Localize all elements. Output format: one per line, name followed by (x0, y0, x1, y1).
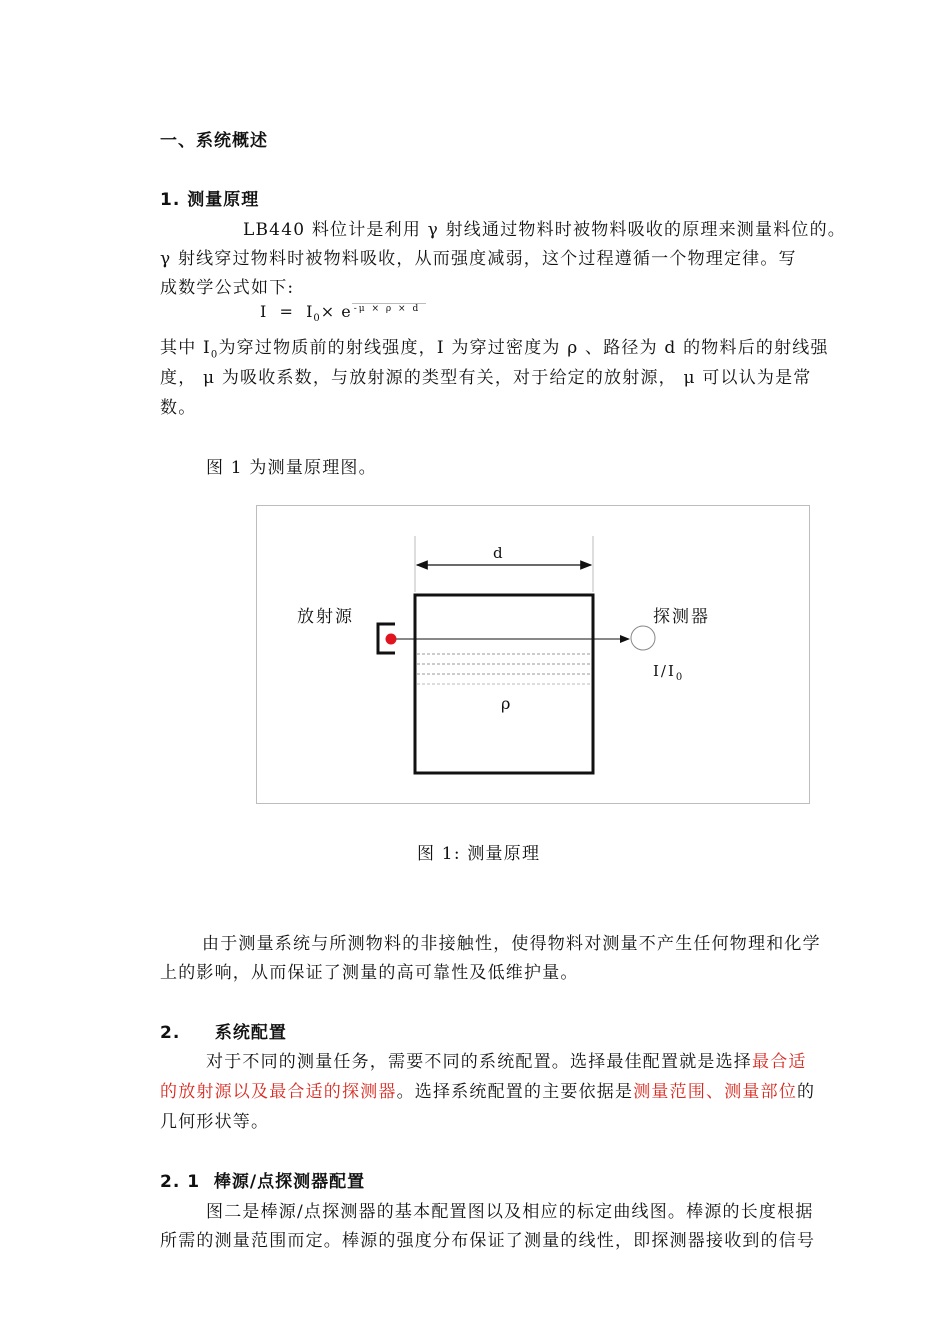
paragraph-line (160, 1077, 815, 1102)
paragraph-line (160, 333, 829, 360)
subsection-title: 1. 测量原理 (160, 190, 260, 210)
paragraph-line: 几何形状等。 (160, 1112, 270, 1132)
density-label: ρ (501, 694, 513, 713)
section-title: 一、系统概述 (160, 131, 268, 151)
paragraph-line: 成数学公式如下: (160, 278, 295, 298)
figure-caption: 图 1: 测量原理 (417, 844, 541, 864)
paragraph-line: 图二是棒源/点探测器的基本配置图以及相应的标定曲线图。棒源的长度根据 (206, 1202, 814, 1222)
text-segment: 为穿过物质前的射线强度，I 为穿过密度为 ρ 、路径为 d 的物料后的射线强 (218, 338, 829, 358)
text-segment: 对于不同的测量任务，需要不同的系统配置。选择最佳配置就是选择 (206, 1052, 752, 1072)
highlight-text: 测量范围、测量部位 (633, 1082, 798, 1102)
formula (260, 302, 426, 324)
intensity-ratio-label (653, 662, 684, 683)
paragraph-line: γ 射线穿过物料时被物料吸收，从而强度减弱，这个过程遵循一个物理定律。写 (160, 249, 797, 269)
source-label: 放射源 (297, 607, 354, 627)
detector-label: 探测器 (653, 607, 710, 627)
text-segment: 其中 I (160, 338, 211, 358)
d-label: d (493, 544, 505, 562)
paragraph-line: LB440 料位计是利用 γ 射线通过物料时被物料吸收的原理来测量料位的。 (243, 220, 846, 240)
ratio-subscript: 0 (675, 672, 685, 683)
figure-intro: 图 1 为测量原理图。 (206, 458, 377, 478)
formula-i: I (306, 302, 314, 321)
measurement-diagram (257, 506, 809, 803)
paragraph-line: 由于测量系统与所测物料的非接触性，使得物料对测量不产生任何物理和化学 (202, 934, 821, 954)
section-title: 2. 系统配置 (160, 1023, 287, 1043)
radiation-source-dot (386, 634, 397, 645)
paragraph-line (206, 1047, 807, 1072)
text-segment: 的 (797, 1082, 816, 1102)
text-segment: 。选择系统配置的主要依据是 (396, 1082, 634, 1102)
formula-equals: = (279, 302, 294, 321)
formula-i-sub: 0 (313, 313, 321, 325)
formula-lhs: I (260, 302, 268, 321)
formula-times: × e (320, 302, 352, 321)
paragraph-line: 数。 (160, 398, 197, 418)
paragraph-line: 上的影响，从而保证了测量的高可靠性及低维护量。 (160, 963, 579, 983)
text-subscript: 0 (210, 349, 219, 361)
detector-circle (631, 626, 655, 650)
figure-1 (256, 505, 810, 804)
highlight-text: 的放射源以及最合适的探测器 (160, 1082, 397, 1102)
ratio-text: I/I (653, 662, 676, 680)
formula-exponent: -μ × ρ × d (352, 303, 426, 314)
highlight-text: 最合适 (752, 1052, 807, 1072)
section-title: 2. 1 棒源/点探测器配置 (160, 1172, 366, 1192)
paragraph-line: 所需的测量范围而定。棒源的强度分布保证了测量的线性，即探测器接收到的信号 (160, 1231, 816, 1251)
paragraph-line: 度， μ 为吸收系数，与放射源的类型有关，对于给定的放射源， μ 可以认为是常 (160, 368, 812, 388)
